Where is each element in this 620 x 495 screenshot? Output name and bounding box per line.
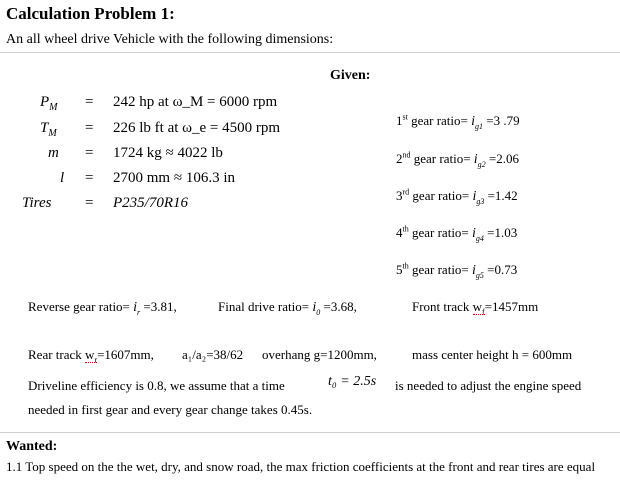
given-label: Given: — [330, 68, 371, 83]
param-value: 242 hp at ω_M = 6000 rpm — [113, 94, 278, 110]
gear-ratio-3: 3rd gear ratio= $i_{g3} =1.42$ — [396, 187, 518, 206]
wanted-item: 1.1 Top speed on the the wet, dry, and snow road, the max friction coefficients at the front and rear tires are equal — [6, 459, 596, 474]
time-t0: t₀ = 2.5s — [328, 374, 377, 389]
gear-ratio-4: 4th gear ratio= $i_{g4} =1.03$ — [396, 224, 518, 243]
driveline-text-b: is needed to adjust the engine speed — [395, 378, 582, 393]
gear-ratio-2: 2nd gear ratio= $i_{g2} =2.06$ — [396, 150, 520, 169]
equals-sign: = — [85, 170, 94, 186]
equals-sign: = — [85, 120, 94, 136]
param-value: 2700 mm ≈ 106.3 in — [113, 170, 235, 186]
wanted-label: Wanted: — [6, 439, 58, 454]
param-symbol: Tires — [22, 195, 52, 211]
param-symbol: $T_M$ — [40, 120, 57, 139]
final-drive-ratio: Final drive ratio= $i_0 =3.68$, — [218, 299, 357, 317]
gear-change-text: needed in first gear and every gear change takes 0.45s. — [28, 402, 313, 417]
intro-text: An all wheel drive Vehicle with the following dimensions: — [6, 32, 334, 47]
equals-sign: = — [85, 94, 94, 110]
equals-sign: = — [85, 195, 94, 211]
param-symbol: m — [48, 145, 59, 161]
axle-ratio: a₁/a₂=38/62 — [182, 347, 244, 362]
param-value: 226 lb ft at ω_e = 4500 rpm — [113, 120, 281, 136]
front-track: Front track $w_f=1457mm$ — [412, 299, 539, 317]
param-value: 1724 kg ≈ 4022 lb — [113, 145, 223, 161]
divider — [0, 432, 620, 433]
overhang: overhang g=1200mm, — [262, 347, 377, 362]
gear-ratio-1: 1st gear ratio= $i_{g1} =3$ .79 — [396, 112, 520, 131]
gear-ratio-5: 5th gear ratio= $i_{g5} =0.73$ — [396, 261, 518, 280]
divider — [0, 52, 620, 53]
param-symbol: $P_M$ — [40, 94, 58, 113]
rear-track: Rear track $w_r=1607mm$, — [28, 347, 154, 365]
reverse-gear-ratio: Reverse gear ratio= $i_r =3.81$, — [28, 299, 177, 317]
problem-title: Calculation Problem 1: — [6, 4, 175, 23]
equals-sign: = — [85, 145, 94, 161]
param-value: P235/70R16 — [113, 195, 188, 211]
driveline-efficiency: Driveline efficiency is 0.8, we assume that a time — [28, 378, 285, 393]
param-symbol: l — [60, 170, 65, 186]
mass-center-height: mass center height h = 600mm — [412, 347, 573, 362]
